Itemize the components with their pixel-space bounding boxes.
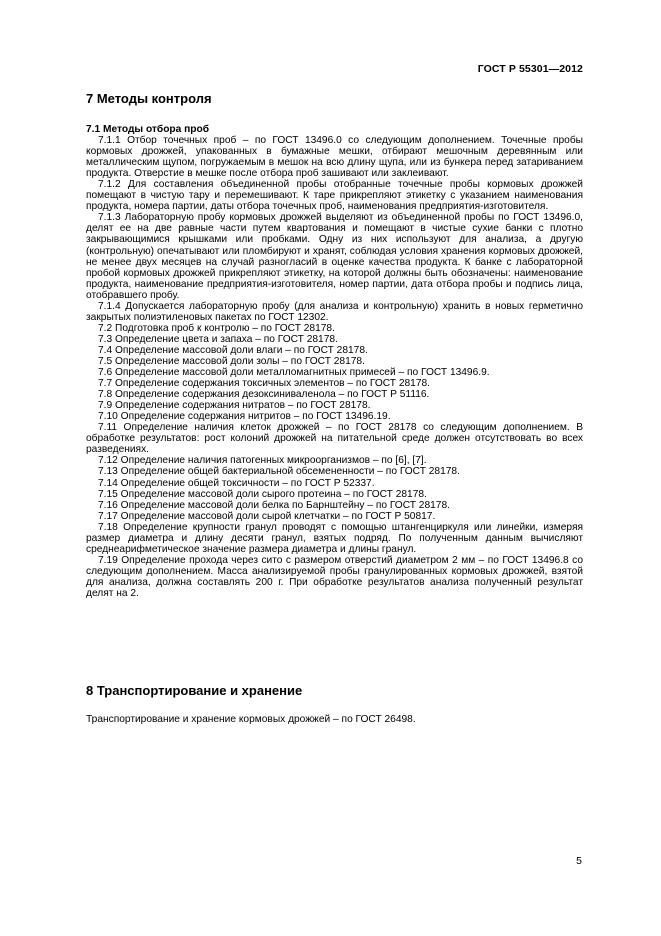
paragraph: 7.10 Определение содержания нитритов – по ГОСТ 13496.19. xyxy=(98,411,391,423)
paragraph: 7.14 Определение общей токсичности – по ГОСТ Р 52337. xyxy=(98,477,375,489)
paragraph: 7.1.1 Отбор точечных проб – по ГОСТ 13496.0 со следующим дополнением. Точечные пробы кормовых дрожжей, упакованных в бумажные мешки, отбирают мешочным деревянным или металлическим щупом, погружаемым в мешок на всю длину щупа, или из бункера перед затариванием продукта. Отверстие в мешке после отбора проб зашивают или заклеивают. xyxy=(86,135,583,180)
subsection-7-1-title: 7.1 Методы отбора проб xyxy=(86,124,210,135)
paragraph: 7.1.2 Для составления объединенной пробы отобранные точечные пробы кормовых дрожжей помещают в чистую тару и перемешивают. К таре прикрепляют этикетку с указанием наименования продукта, номера партии, даты отбора точечных проб, наименования предприятия-изготовителя. xyxy=(86,179,583,213)
page-number: 5 xyxy=(576,855,582,867)
paragraph: 7.17 Определение массовой доли сырой клетчатки – по ГОСТ Р 50817. xyxy=(98,510,436,522)
paragraph: 7.5 Определение массовой доли золы – по ГОСТ 28178. xyxy=(98,355,365,367)
paragraph: 7.18 Определение крупности гранул проводят с помощью штангенциркуля или линейки, измеряя размер диаметра и длину десяти гранул, взятых подряд. По полученным данным вычисляют среднеарифметическое значение размера диаметра и длины гранул. xyxy=(86,521,583,555)
paragraph: 7.8 Определение содержания дезоксиниваленола – по ГОСТ Р 51116. xyxy=(98,389,430,401)
paragraph: 7.15 Определение массовой доли сырого протеина – по ГОСТ 28178. xyxy=(98,488,427,500)
paragraph: 7.9 Определение содержания нитратов – по ГОСТ 28178. xyxy=(98,400,371,412)
standard-code: ГОСТ Р 55301—2012 xyxy=(477,63,583,75)
paragraph: 7.1.4 Допускается лабораторную пробу (для анализа и контрольную) хранить в новых герметично закрытых полиэтиленовых пакетах по ГОСТ 12302. xyxy=(86,300,583,323)
paragraph: 7.6 Определение массовой доли металломагнитных примесей – по ГОСТ 13496.9. xyxy=(98,367,490,379)
paragraph: 7.1.3 Лабораторную пробу кормовых дрожжей выделяют из объединенной пробы по ГОСТ 13496.0, делят ее на две равные части путем квартования и помещают в чистые сухие банки с плотно закрывающимися крышками или пробками. Одну из них используют для анализа, а другую (контрольную) опечатывают или пломбируют и хранят, соблюдая условия хранения кормовых дрожжей, не менее двух месяцев на случай разногласий в оценке качества продукта. К банке с лабораторной пробой кормовых дрожжей прикрепляют этикетку, на которой должны быть обозначены: наименование продукта, наименование предприятия-изготовителя, номер партии, дата отбора пробы и подпись лица, отобравшего пробу. xyxy=(86,212,583,301)
section-7-title: 7 Методы контроля xyxy=(86,91,212,106)
paragraph: 7.16 Определение массовой доли белка по Барнштейну – по ГОСТ 28178. xyxy=(98,499,450,511)
paragraph: 7.3 Определение цвета и запаха – по ГОСТ 28178. xyxy=(98,333,338,345)
paragraph: 7.7 Определение содержания токсичных элементов – по ГОСТ 28178. xyxy=(98,378,431,390)
paragraph: 7.12 Определение наличия патогенных микроорганизмов – по [6], [7]. xyxy=(98,455,427,467)
paragraph: 7.11 Определение наличия клеток дрожжей – по ГОСТ 28178 со следующим дополнением. В обработке результатов: рост колоний дрожжей на питательной среде должен отсутствовать во всех разведениях. xyxy=(86,422,583,456)
paragraph: 7.2 Подготовка проб к контролю – по ГОСТ 28178. xyxy=(98,322,335,334)
section-8-body xyxy=(86,714,583,725)
paragraph: 7.4 Определение массовой доли влаги – по ГОСТ 28178. xyxy=(98,344,368,356)
paragraph: 7.13 Определение общей бактериальной обсемененности – по ГОСТ 28178. xyxy=(98,466,460,478)
paragraph: 7.19 Определение прохода через сито с размером отверстий диаметром 2 мм – по ГОСТ 13496.8 со следующим дополнением. Масса анализируемой пробы гранулированных кормовых дрожжей, взятой для анализа, должна составлять 200 г. При обработке результатов анализа полученный результат делят на 2. xyxy=(86,554,583,599)
section-8-title: 8 Транспортирование и хранение xyxy=(86,683,303,698)
section-7-body xyxy=(86,124,583,599)
paragraph: Транспортирование и хранение кормовых дрожжей – по ГОСТ 26498. xyxy=(86,714,416,725)
